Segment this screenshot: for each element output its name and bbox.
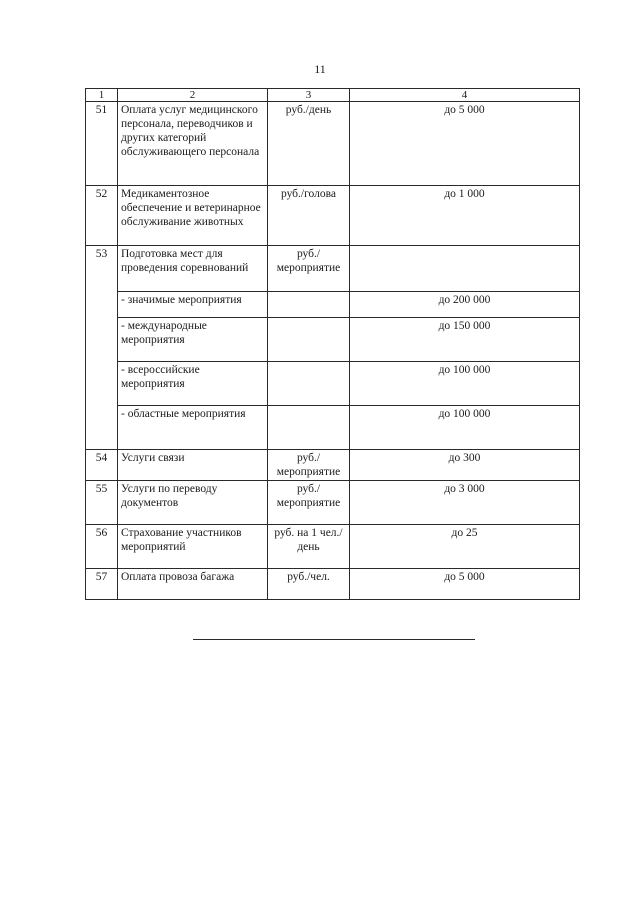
row-number bbox=[86, 362, 118, 406]
page-number: 11 bbox=[314, 62, 326, 76]
row-unit: руб./ мероприятие bbox=[268, 481, 350, 525]
row-unit bbox=[268, 318, 350, 362]
row-number: 53 bbox=[86, 246, 118, 292]
row-number: 55 bbox=[86, 481, 118, 525]
header-col-2: 2 bbox=[118, 89, 268, 102]
row-value bbox=[350, 246, 580, 292]
table-row bbox=[86, 186, 580, 246]
row-name: Подготовка мест для проведения соревнований bbox=[118, 246, 268, 292]
row-name: - областные мероприятия bbox=[118, 406, 268, 450]
row-name: Оплата услуг медицинского персонала, переводчиков и других категорий обслуживающего персонала bbox=[118, 102, 268, 186]
row-value: до 100 000 bbox=[350, 362, 580, 406]
table-row bbox=[86, 292, 580, 318]
table-row bbox=[86, 406, 580, 450]
row-value: до 100 000 bbox=[350, 406, 580, 450]
table-row bbox=[86, 525, 580, 569]
row-value: до 300 bbox=[350, 450, 580, 481]
row-value: до 1 000 bbox=[350, 186, 580, 246]
table-row bbox=[86, 102, 580, 186]
table-row bbox=[86, 318, 580, 362]
row-value: до 150 000 bbox=[350, 318, 580, 362]
row-name: Услуги по переводу документов bbox=[118, 481, 268, 525]
row-unit: руб. на 1 чел./день bbox=[268, 525, 350, 569]
row-name: - значимые мероприятия bbox=[118, 292, 268, 318]
header-col-3: 3 bbox=[268, 89, 350, 102]
row-unit: руб./голова bbox=[268, 186, 350, 246]
row-number bbox=[86, 406, 118, 450]
table-row bbox=[86, 569, 580, 600]
row-unit bbox=[268, 292, 350, 318]
row-value: до 200 000 bbox=[350, 292, 580, 318]
expense-norms-table bbox=[85, 88, 580, 600]
table-row bbox=[86, 450, 580, 481]
table-row bbox=[86, 362, 580, 406]
row-unit bbox=[268, 406, 350, 450]
row-name: - всероссийские мероприятия bbox=[118, 362, 268, 406]
row-value: до 3 000 bbox=[350, 481, 580, 525]
row-unit: руб./ мероприятие bbox=[268, 450, 350, 481]
header-col-1: 1 bbox=[86, 89, 118, 102]
header-col-4: 4 bbox=[350, 89, 580, 102]
table-row bbox=[86, 246, 580, 292]
row-number bbox=[86, 318, 118, 362]
row-number: 52 bbox=[86, 186, 118, 246]
row-name: Медикаментозное обеспечение и ветеринарное обслуживание животных bbox=[118, 186, 268, 246]
row-value: до 5 000 bbox=[350, 102, 580, 186]
row-number: 54 bbox=[86, 450, 118, 481]
row-unit bbox=[268, 362, 350, 406]
row-number: 56 bbox=[86, 525, 118, 569]
row-number bbox=[86, 292, 118, 318]
table-header-row bbox=[86, 89, 580, 102]
row-name: Страхование участников мероприятий bbox=[118, 525, 268, 569]
row-name: - международные мероприятия bbox=[118, 318, 268, 362]
row-number: 51 bbox=[86, 102, 118, 186]
row-unit: руб./ мероприятие bbox=[268, 246, 350, 292]
row-value: до 25 bbox=[350, 525, 580, 569]
row-value: до 5 000 bbox=[350, 569, 580, 600]
row-name: Оплата провоза багажа bbox=[118, 569, 268, 600]
table-row bbox=[86, 481, 580, 525]
row-name: Услуги связи bbox=[118, 450, 268, 481]
row-unit: руб./день bbox=[268, 102, 350, 186]
closing-rule bbox=[193, 639, 475, 640]
row-unit: руб./чел. bbox=[268, 569, 350, 600]
row-number: 57 bbox=[86, 569, 118, 600]
